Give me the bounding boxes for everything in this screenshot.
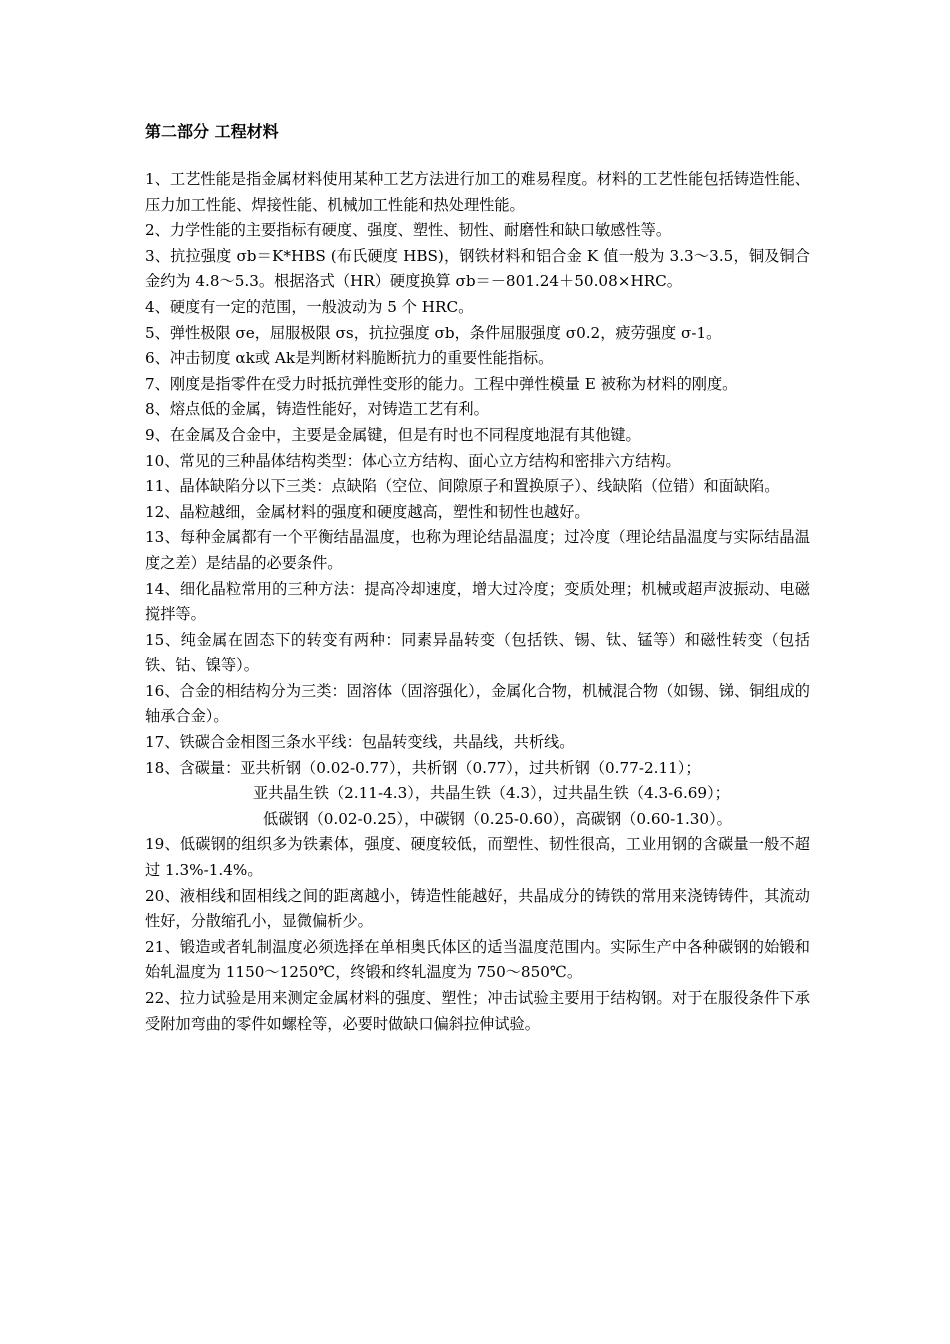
section-title: 第二部分 工程材料 xyxy=(145,122,279,141)
paragraph-9: 9、在金属及合金中，主要是金属键，但是有时也不同程度地混有其他键。 xyxy=(145,425,641,444)
paragraph-3: 3、抗拉强度 σb＝K*HBS (布氏硬度 HBS)，钢铁材料和铝合金 K 值一般为 3.3～3.5，铜及铜合金约为 4.8～5.3。根据洛式（HR）硬度换算 σb＝－801.24＋50.08×HRC。 xyxy=(145,246,810,291)
paragraph-5: 5、弹性极限 σe，屈服极限 σs，抗拉强度 σb，条件屈服强度 σ0.2，疲劳强度 σ-1。 xyxy=(145,323,722,342)
paragraph-18-cast-iron: 亚共晶生铁（2.11-4.3），共晶生铁（4.3），过共晶生铁（4.3-6.69）； xyxy=(253,784,730,803)
paragraph-21: 21、锻造或者轧制温度必须选择在单相奥氏体区的适当温度范围内。实际生产中各种碳钢的始锻和始轧温度为 1150～1250℃，终锻和终轧温度为 750～850℃。 xyxy=(145,937,810,982)
paragraph-6: 6、冲击韧度 αk或 Ak是判断材料脆断抗力的重要性能指标。 xyxy=(145,349,554,368)
paragraph-15: 15、纯金属在固态下的转变有两种：同素异晶转变（包括铁、锡、钛、锰等）和磁性转变（包括铁、钴、镍等）。 xyxy=(145,630,810,675)
paragraph-7: 7、刚度是指零件在受力时抵抗弹性变形的能力。工程中弹性模量 E 被称为材料的刚度。 xyxy=(145,374,738,393)
paragraph-17: 17、铁碳合金相图三条水平线：包晶转变线，共晶线，共析线。 xyxy=(145,733,575,752)
paragraph-12: 12、晶粒越细，金属材料的强度和硬度越高，塑性和韧性也越好。 xyxy=(145,502,590,521)
paragraph-18-carbon-steel: 低碳钢（0.02-0.25），中碳钢（0.25-0.60），高碳钢（0.60-1.30）。 xyxy=(263,809,732,828)
paragraph-18: 18、含碳量：亚共析钢（0.02-0.77），共析钢（0.77），过共析钢（0.77-2.11）； xyxy=(145,758,701,777)
paragraph-22: 22、拉力试验是用来测定金属材料的强度、塑性；冲击试验主要用于结构钢。对于在服役条件下承受附加弯曲的零件如螺栓等，必要时做缺口偏斜拉伸试验。 xyxy=(145,989,810,1033)
paragraph-19: 19、低碳钢的组织多为铁素体，强度、硬度较低，而塑性、韧性很高，工业用钢的含碳量一般不超过 1.3%-1.4%。 xyxy=(145,835,810,880)
paragraph-20: 20、液相线和固相线之间的距离越小，铸造性能越好，共晶成分的铸铁的常用来浇铸铸件，其流动性好，分散缩孔小，显微偏析少。 xyxy=(145,886,810,931)
paragraph-14: 14、细化晶粒常用的三种方法：提高冷却速度，增大过冷度；变质处理；机械或超声波振动、电磁搅拌等。 xyxy=(145,579,810,624)
paragraph-1: 1、工艺性能是指金属材料使用某种工艺方法进行加工的难易程度。材料的工艺性能包括铸造性能、压力加工性能、焊接性能、机械加工性能和热处理性能。 xyxy=(145,170,810,214)
paragraph-11: 11、晶体缺陷分以下三类：点缺陷（空位、间隙原子和置换原子）、线缺陷（位错）和面缺陷。 xyxy=(145,477,780,496)
paragraph-10: 10、常见的三种晶体结构类型：体心立方结构、面心立方结构和密排六方结构。 xyxy=(145,451,681,470)
paragraph-2: 2、力学性能的主要指标有硬度、强度、塑性、韧性、耐磨性和缺口敏感性等。 xyxy=(145,221,672,240)
paragraph-8: 8、熔点低的金属，铸造性能好，对铸造工艺有利。 xyxy=(145,400,489,419)
paragraph-4: 4、硬度有一定的范围，一般波动为 5 个 HRC。 xyxy=(145,297,474,316)
paragraph-13: 13、每种金属都有一个平衡结晶温度，也称为理论结晶温度；过冷度（理论结晶温度与实际结晶温度之差）是结晶的必要条件。 xyxy=(145,528,810,572)
document-page xyxy=(145,119,810,1037)
paragraph-16: 16、合金的相结构分为三类：固溶体（固溶强化），金属化合物，机械混合物（如锡、锑、铜组成的轴承合金）。 xyxy=(145,681,810,726)
